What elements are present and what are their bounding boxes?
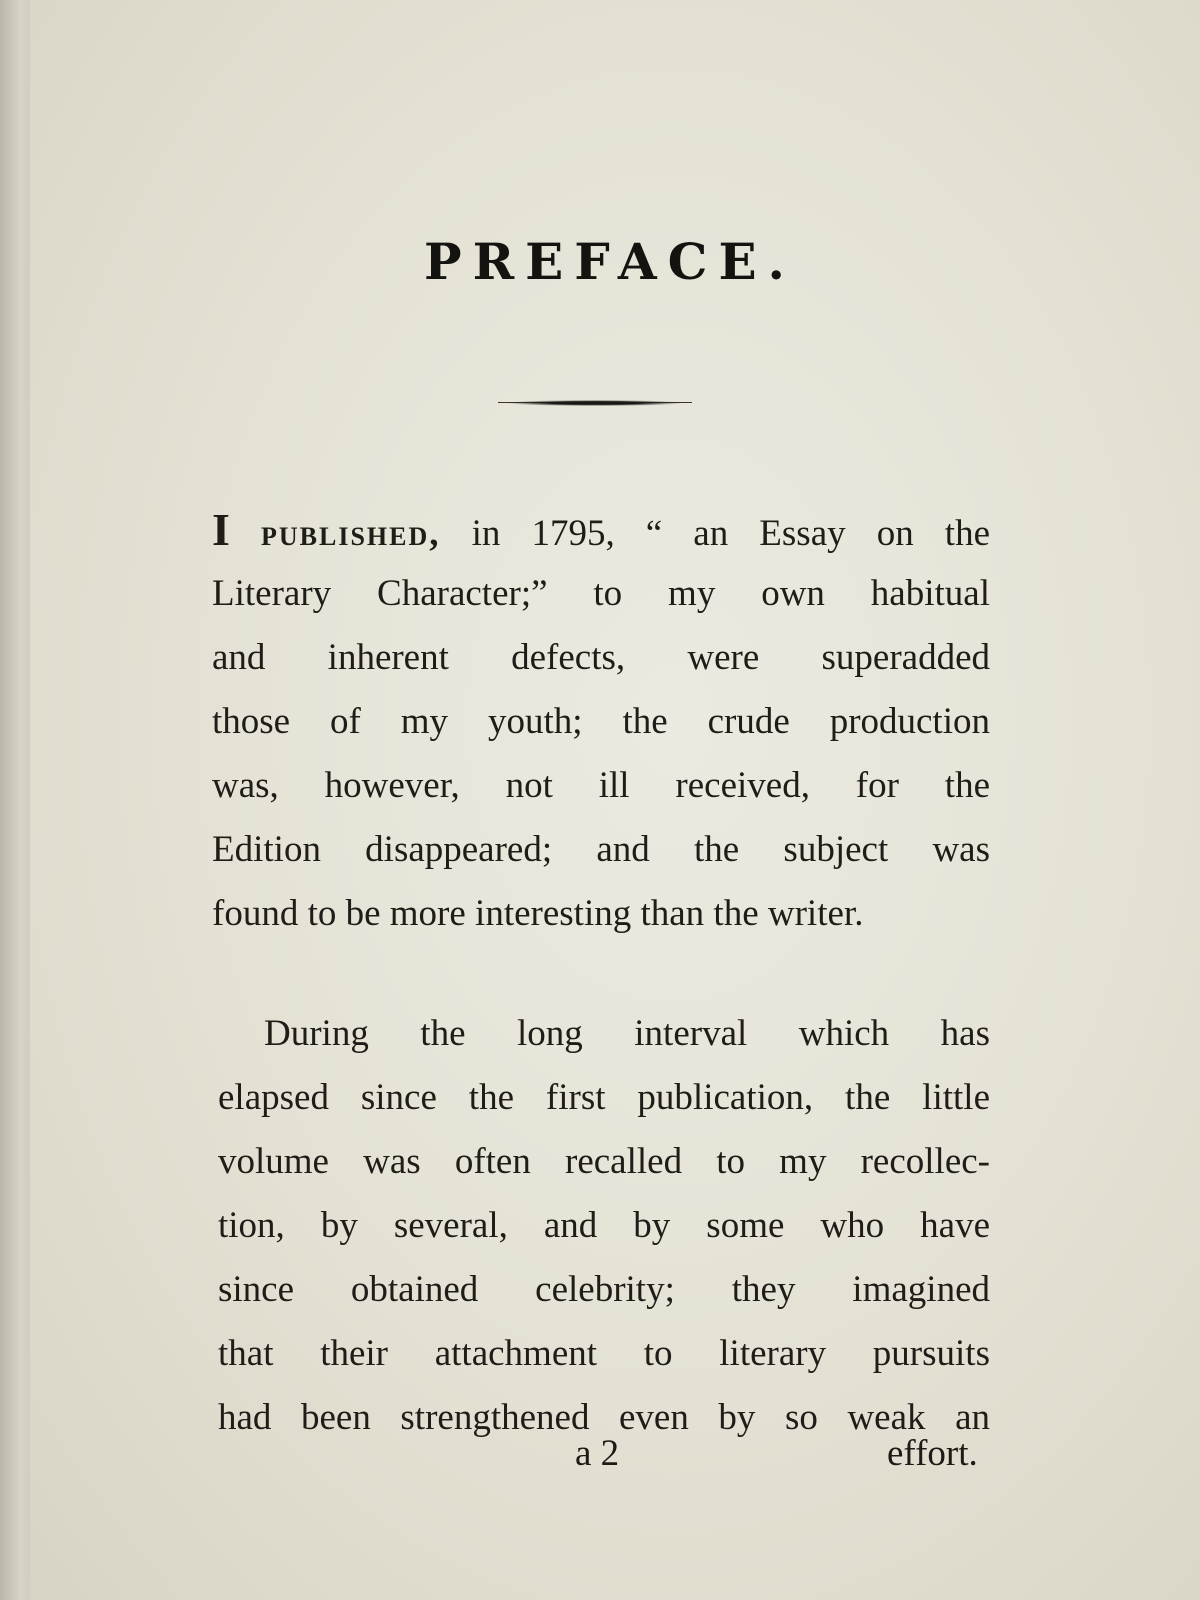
page-gutter <box>0 0 34 1600</box>
title-divider <box>505 400 685 406</box>
paragraph-1-line-4: those of my youth; the crude production <box>212 701 990 742</box>
paragraph-1-line-5: was, however, not ill received, for the <box>212 765 990 806</box>
paragraph-1-line-3: and inherent defects, were superadded <box>212 637 990 678</box>
paragraph-2-line-3: volume was often recalled to my recollec- <box>218 1141 990 1182</box>
drop-cap: I <box>212 504 230 555</box>
paragraph-1 <box>212 498 990 946</box>
signature-mark: a 2 <box>575 1433 620 1474</box>
paragraph-1-line-2: Literary Character;” to my own habitual <box>212 573 990 614</box>
page-title: PREFACE. <box>424 232 796 291</box>
paragraph-1-line-1 <box>212 498 990 562</box>
paragraph-2-line-5: since obtained celebrity; they imagined <box>218 1269 990 1310</box>
paragraph-1-line-7: found to be more interesting than the writer. <box>212 893 864 934</box>
book-page <box>30 0 1200 1600</box>
catchword: effort. <box>887 1433 978 1474</box>
page-footer <box>30 1432 1200 1492</box>
paragraph-2-line-4: tion, by several, and by some who have <box>218 1205 990 1246</box>
paragraph-2-line-2: elapsed since the first publication, the little <box>218 1077 990 1118</box>
paragraph-2 <box>218 1002 990 1450</box>
small-caps-word: published, <box>261 513 441 554</box>
paragraph-1-line-1-text: in 1795, “ an Essay on the <box>440 513 991 554</box>
paragraph-2-line-7: had been strengthened even by so weak an <box>218 1397 990 1438</box>
paragraph-1-line-6: Edition disappeared; and the subject was <box>212 829 990 870</box>
paragraph-2-line-6: that their attachment to literary pursuits <box>218 1333 990 1374</box>
paragraph-2-line-1: During the long interval which has <box>264 1013 990 1054</box>
